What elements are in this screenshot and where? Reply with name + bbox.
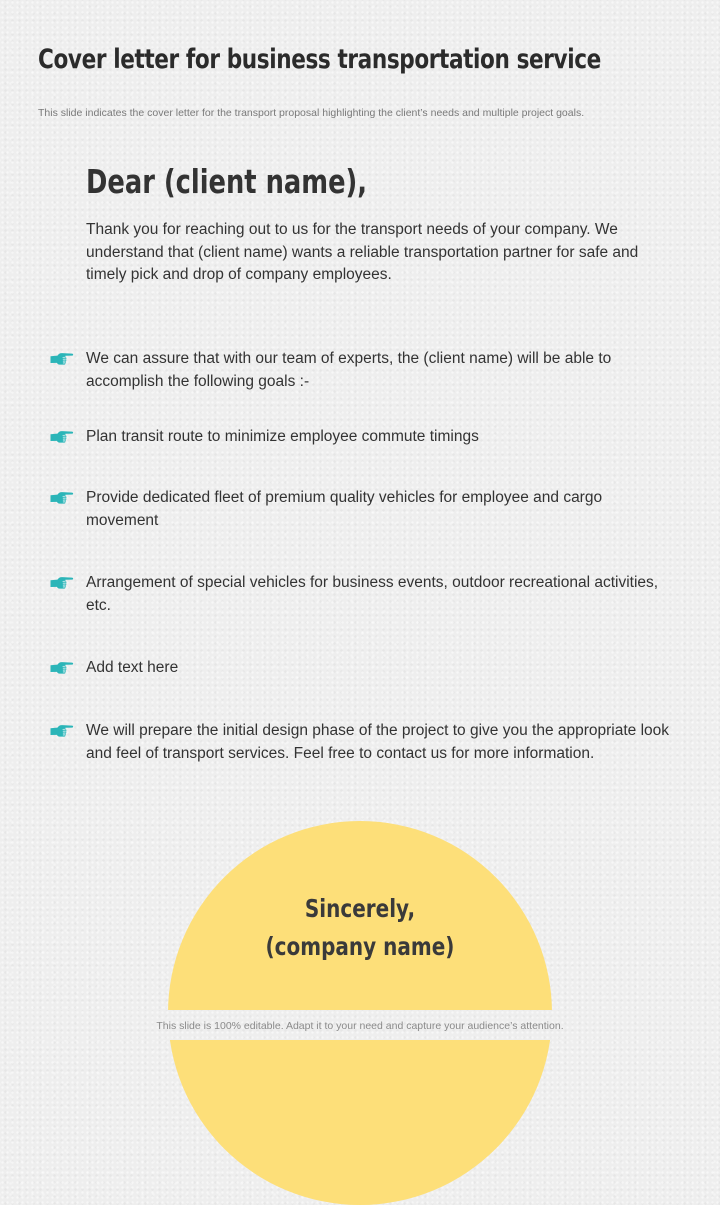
list-item: [50, 720, 670, 765]
closing-sincerely: Sincerely,: [304, 894, 416, 923]
list-item-text: Arrangement of special vehicles for business events, outdoor recreational activities, etc.: [86, 574, 659, 614]
list-item: [50, 572, 670, 617]
list-item-text: We can assure that with our team of experts, the (client name) will be able to accomplish the following goals :-: [86, 350, 612, 390]
letter-closing: [168, 890, 552, 966]
list-item-text: Plan transit route to minimize employee commute timings: [86, 428, 479, 445]
pointing-hand-icon: [50, 724, 74, 738]
pointing-hand-icon: [50, 352, 74, 366]
list-item-text: Add text here: [86, 659, 179, 676]
list-item: [50, 657, 670, 680]
pointing-hand-icon: [50, 661, 74, 675]
pointing-hand-icon: [50, 430, 74, 444]
page-subtitle: This slide indicates the cover letter for the transport proposal highlighting the client’s needs and multiple project goals.: [38, 107, 585, 119]
letter-salutation: Dear (client name),: [86, 162, 368, 201]
list-item: [50, 348, 670, 393]
pointing-hand-icon: [50, 576, 74, 590]
footer-note: This slide is 100% editable. Adapt it to your need and capture your audience’s attention.: [156, 1020, 564, 1032]
letter-intro: Thank you for reaching out to us for the transport needs of your company. We understand that (client name) wants a reliable transportation partner for safe and timely pick and drop of company employees.: [86, 221, 639, 283]
list-item-text: Provide dedicated fleet of premium quality vehicles for employee and cargo movement: [86, 489, 603, 529]
pointing-hand-icon: [50, 491, 74, 505]
list-item: [50, 426, 670, 449]
list-item: [50, 487, 670, 532]
list-item-text: We will prepare the initial design phase of the project to give you the appropriate look and feel of transport services. Feel free to contact us for more information.: [86, 722, 670, 762]
closing-company-name: (company name): [265, 932, 455, 961]
page-title: Cover letter for business transportation service: [38, 44, 601, 75]
